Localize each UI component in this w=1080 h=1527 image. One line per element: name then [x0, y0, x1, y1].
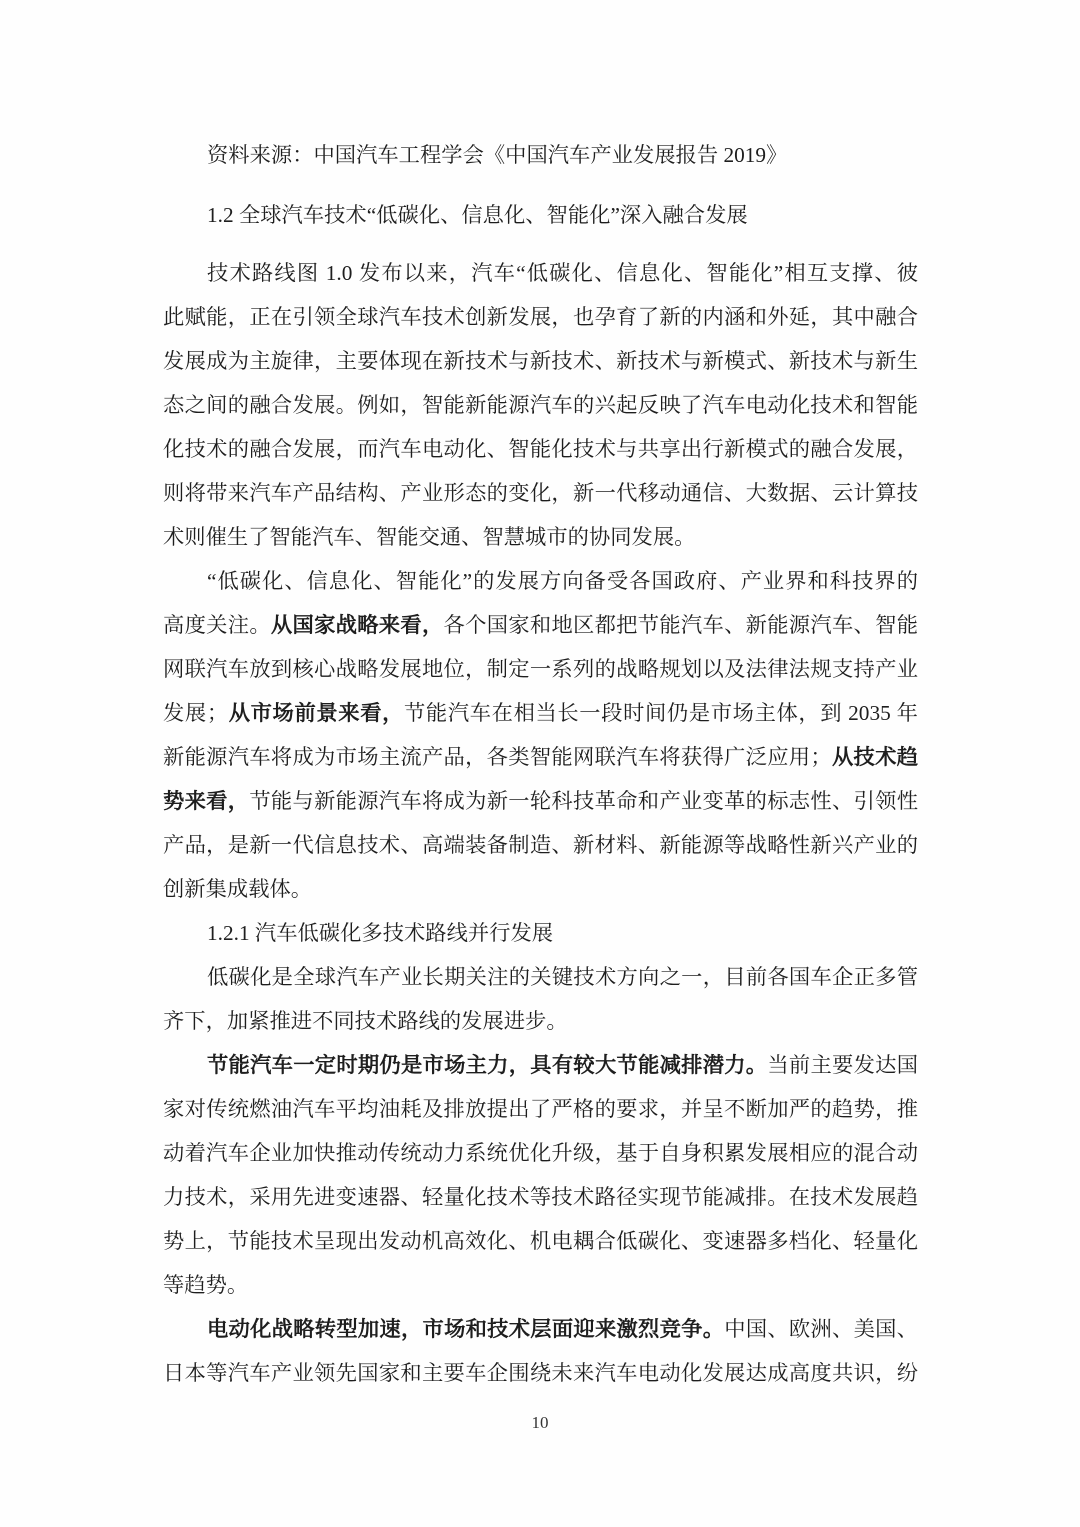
text-segment: 高度关注。	[163, 613, 271, 637]
text-line	[163, 427, 918, 471]
text-line	[163, 1175, 918, 1219]
text-line	[163, 1307, 918, 1351]
text-segment: 产品，是新一代信息技术、高端装备制造、新材料、新能源等战略性新兴产业的	[163, 833, 918, 857]
text-line	[163, 1131, 918, 1175]
text-segment: 此赋能，正在引领全球汽车技术创新发展，也孕育了新的内涵和外延，其中融合	[163, 305, 918, 329]
text-segment: 节能与新能源汽车将成为新一轮科技革命和产业变革的标志性、引领性	[249, 789, 918, 813]
text-segment: 齐下，加紧推进不同技术路线的发展进步。	[163, 1009, 568, 1033]
text-line	[163, 515, 918, 559]
text-line	[163, 383, 918, 427]
bold-text-segment: 从技术趋	[831, 745, 918, 770]
paragraph	[163, 1307, 918, 1395]
bold-text-segment: 节能汽车一定时期仍是市场主力，具有较大节能减排潜力。	[207, 1053, 768, 1078]
text-segment: 术则催生了智能汽车、智能交通、智慧城市的协同发展。	[163, 525, 696, 549]
text-line	[163, 647, 918, 691]
text-segment: 创新集成载体。	[163, 877, 313, 901]
text-line	[163, 955, 918, 999]
text-line	[163, 559, 918, 603]
body-text	[163, 251, 918, 1395]
text-segment: 则将带来汽车产品结构、产业形态的变化，新一代移动通信、大数据、云计算技	[163, 481, 918, 505]
text-segment: 等趋势。	[163, 1273, 249, 1297]
text-line	[163, 471, 918, 515]
text-line	[163, 735, 918, 779]
text-line	[163, 251, 918, 295]
text-line	[163, 1219, 918, 1263]
source-note: 资料来源：中国汽车工程学会《中国汽车产业发展报告 2019》	[207, 143, 788, 167]
text-segment: 日本等汽车产业领先国家和主要车企围绕未来汽车电动化发展达成高度共识，纷	[163, 1361, 918, 1385]
text-line	[163, 1043, 918, 1087]
text-segment: 化技术的融合发展，而汽车电动化、智能化技术与共享出行新模式的融合发展，	[163, 437, 918, 461]
subsection-heading	[163, 911, 918, 955]
text-segment: 态之间的融合发展。例如，智能新能源汽车的兴起反映了汽车电动化技术和智能	[163, 393, 918, 417]
text-segment: 中国、欧洲、美国、	[724, 1317, 918, 1341]
text-segment: 力技术，采用先进变速器、轻量化技术等技术路径实现节能减排。在技术发展趋	[163, 1185, 918, 1209]
paragraph	[163, 1043, 918, 1307]
bold-text-segment: 从市场前景来看，	[228, 701, 405, 726]
text-segment: 发展成为主旋律，主要体现在新技术与新技术、新技术与新模式、新技术与新生	[163, 349, 918, 373]
text-segment: 新能源汽车将成为市场主流产品，各类智能网联汽车将获得广泛应用；	[163, 745, 832, 769]
text-line	[163, 999, 918, 1043]
text-segment: 各个国家和地区都把节能汽车、新能源汽车、智能	[443, 613, 918, 637]
text-line	[163, 603, 918, 647]
text-line	[163, 779, 918, 823]
text-line	[163, 1087, 918, 1131]
text-line	[163, 691, 918, 735]
text-segment: 势上，节能技术呈现出发动机高效化、机电耦合低碳化、变速器多档化、轻量化	[163, 1229, 918, 1253]
text-segment: 动着汽车企业加快推动传统动力系统优化升级，基于自身积累发展相应的混合动	[163, 1141, 918, 1165]
bold-text-segment: 势来看，	[163, 789, 250, 814]
text-line	[163, 1351, 918, 1395]
paragraph	[163, 955, 918, 1043]
text-line	[163, 339, 918, 383]
section-heading: 1.2 全球汽车技术“低碳化、信息化、智能化”深入融合发展	[207, 203, 748, 227]
paragraph	[163, 559, 918, 911]
text-line	[163, 867, 918, 911]
page-number: 10	[531, 1413, 549, 1432]
text-segment: 节能汽车在相当长一段时间仍是市场主体，到 2035 年	[404, 701, 918, 725]
text-segment: 网联汽车放到核心战略发展地位，制定一系列的战略规划以及法律法规支持产业	[163, 657, 918, 681]
paragraph	[163, 251, 918, 559]
text-line	[163, 823, 918, 867]
bold-text-segment: 从国家战略来看，	[270, 613, 444, 638]
text-segment: 技术路线图 1.0 发布以来，汽车“低碳化、信息化、智能化”相互支撑、彼	[207, 261, 918, 285]
text-segment: 当前主要发达国	[767, 1053, 918, 1077]
text-line	[163, 1263, 918, 1307]
bold-text-segment: 电动化战略转型加速，市场和技术层面迎来激烈竞争。	[207, 1317, 725, 1342]
text-segment: 家对传统燃油汽车平均油耗及排放提出了严格的要求，并呈不断加严的趋势，推	[163, 1097, 918, 1121]
text-segment: “低碳化、信息化、智能化”的发展方向备受各国政府、产业界和科技界的	[207, 569, 918, 593]
text-line	[163, 911, 918, 955]
text-segment: 发展；	[163, 701, 229, 725]
text-segment: 1.2.1 汽车低碳化多技术路线并行发展	[207, 921, 554, 945]
text-line	[163, 295, 918, 339]
text-segment: 低碳化是全球汽车产业长期关注的关键技术方向之一，目前各国车企正多管	[207, 965, 918, 989]
